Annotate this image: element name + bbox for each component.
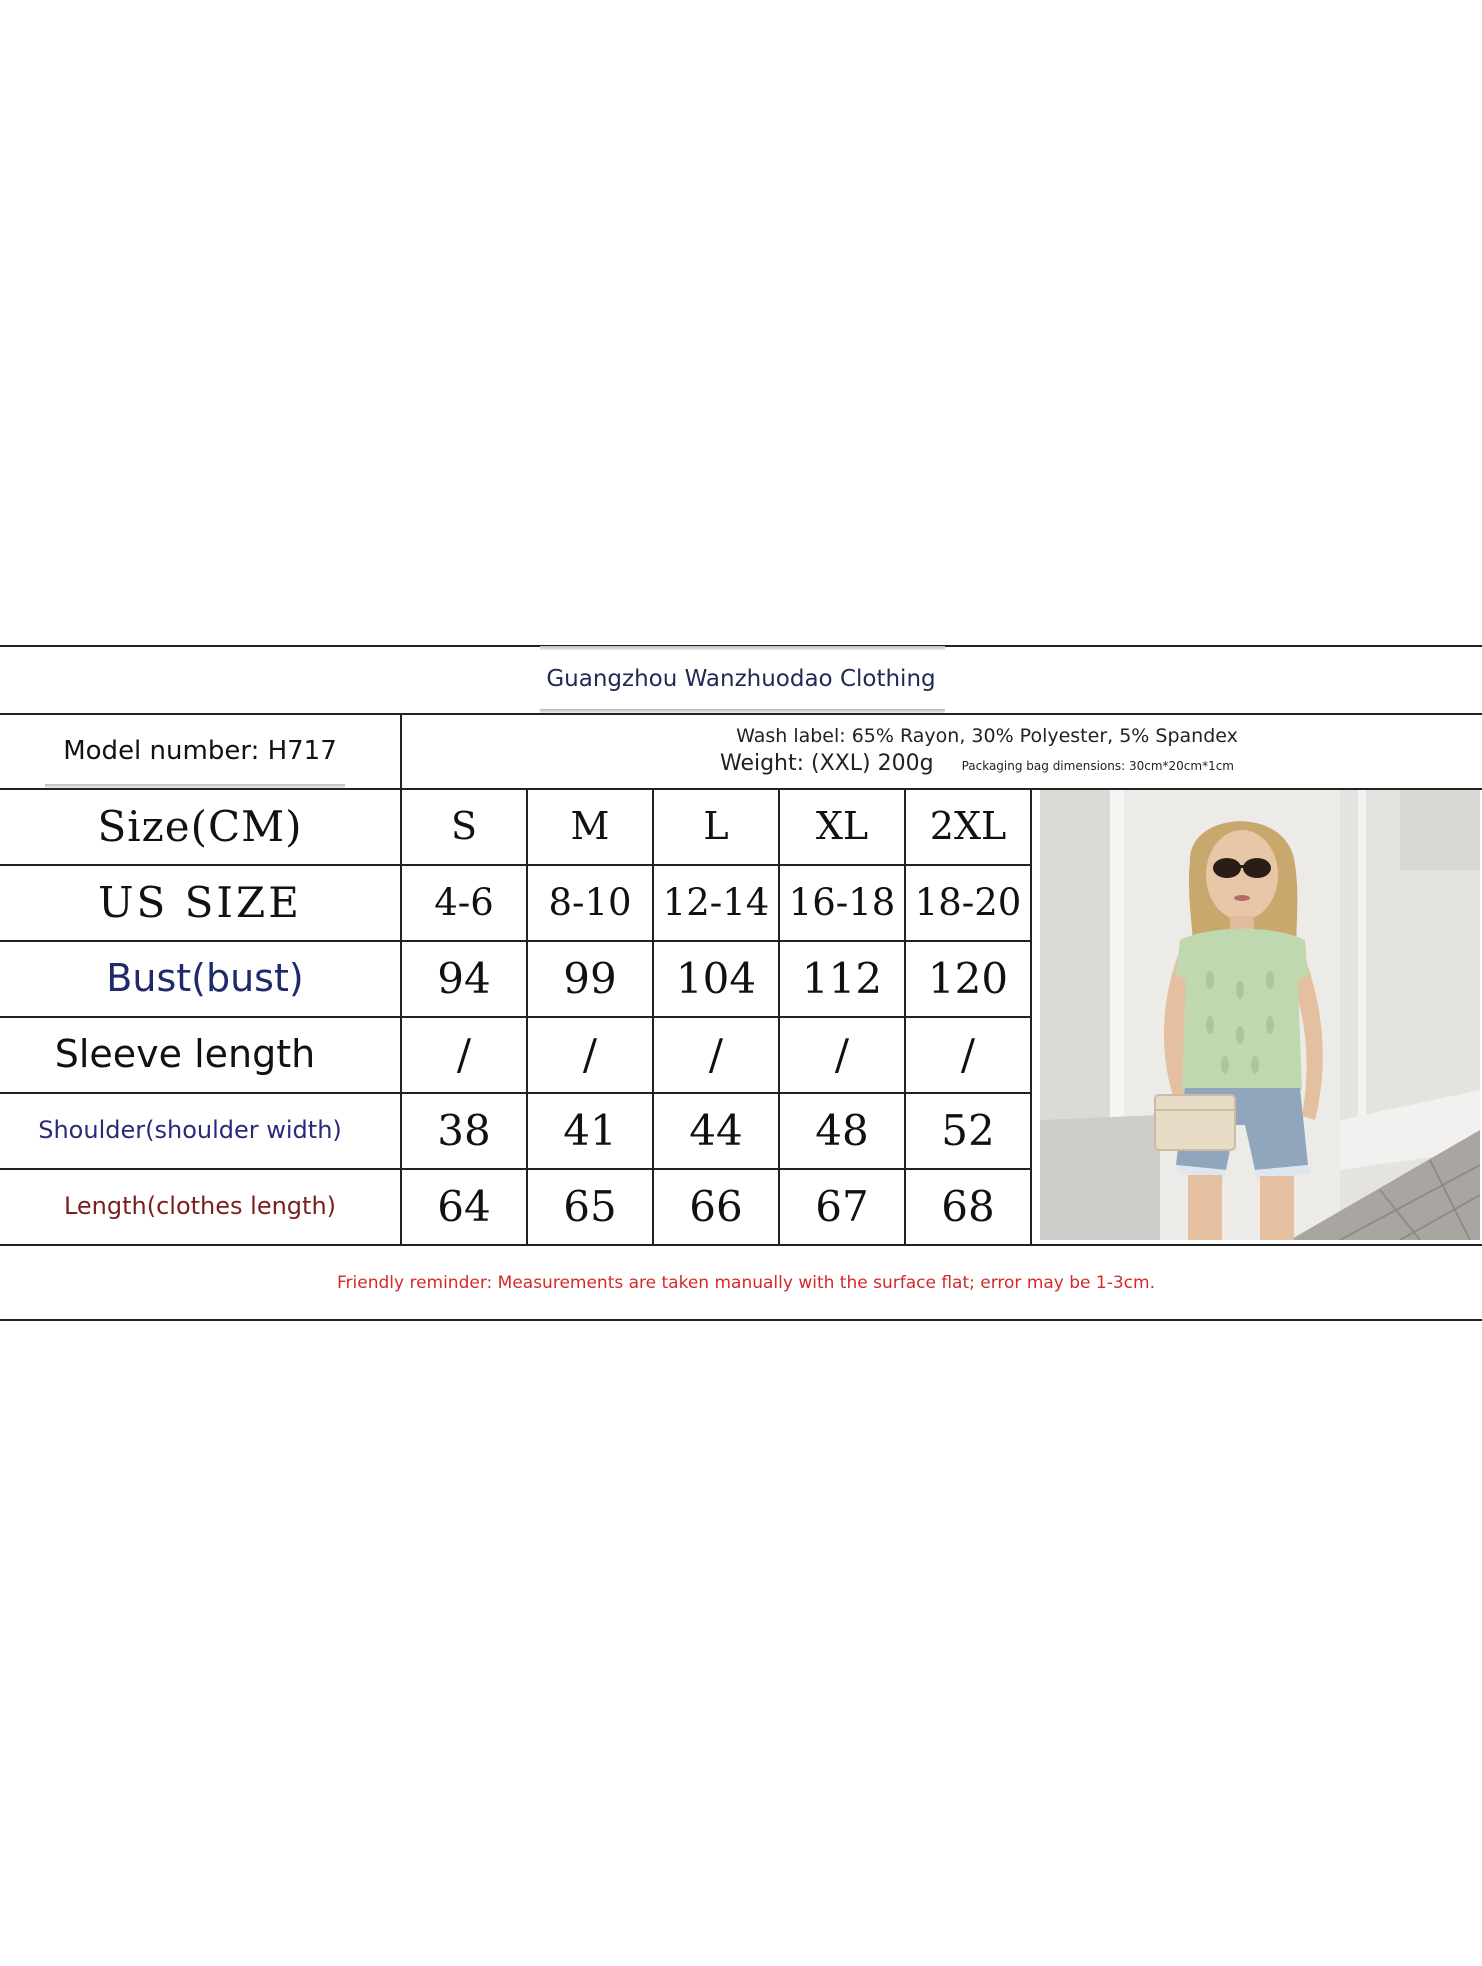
cell-shoulder-m: 41 — [563, 1105, 617, 1155]
cell-sleeve-s: / — [456, 1029, 472, 1079]
rule-col-2xl — [1030, 788, 1032, 1244]
cell-shoulder-2xl: 52 — [941, 1105, 995, 1155]
row-label-bust: Bust(bust) — [106, 956, 304, 1000]
row-label-shoulder: Shoulder(shoulder width) — [38, 1116, 342, 1144]
cell-length-l: 66 — [689, 1181, 743, 1231]
weight-line — [720, 751, 1234, 776]
cell-us-2xl: 18-20 — [914, 880, 1022, 924]
model-number: Model number: H717 — [63, 735, 337, 766]
row-label-size: Size(CM) — [97, 801, 303, 851]
cell-bust-2xl: 120 — [927, 953, 1009, 1003]
cell-sleeve-xl: / — [834, 1029, 850, 1079]
product-photo — [1040, 790, 1480, 1240]
cell-size-m: M — [570, 804, 610, 848]
row-label-us-size: US SIZE — [98, 877, 302, 927]
cell-sleeve-2xl: / — [960, 1029, 976, 1079]
cell-bust-s: 94 — [437, 953, 491, 1003]
cell-us-m: 8-10 — [548, 880, 632, 924]
cell-bust-xl: 112 — [801, 953, 883, 1003]
cell-shoulder-s: 38 — [437, 1105, 491, 1155]
cell-length-xl: 67 — [815, 1181, 869, 1231]
row-label-length: Length(clothes length) — [63, 1192, 337, 1220]
cell-shoulder-xl: 48 — [815, 1105, 869, 1155]
friendly-reminder: Friendly reminder: Measurements are taken manually with the surface flat; error may be 1-3cm. — [336, 1272, 1155, 1293]
rule-bottom — [0, 1319, 1482, 1321]
cell-sleeve-m: / — [582, 1029, 598, 1079]
size-chart — [0, 645, 1482, 1321]
cell-us-xl: 16-18 — [788, 880, 896, 924]
product-info — [402, 713, 1482, 788]
cell-shoulder-l: 44 — [689, 1105, 743, 1155]
wash-label: Wash label: 65% Rayon, 30% Polyester, 5% Spandex — [736, 725, 1238, 747]
cell-length-2xl: 68 — [941, 1181, 995, 1231]
cell-size-s: S — [450, 804, 478, 848]
cell-bust-l: 104 — [675, 953, 757, 1003]
cell-length-m: 65 — [563, 1181, 617, 1231]
cell-size-xl: XL — [815, 804, 869, 848]
cell-us-l: 12-14 — [662, 880, 770, 924]
company-title: Guangzhou Wanzhuodao Clothing — [546, 666, 936, 692]
weight-value: Weight: (XXL) 200g — [719, 751, 934, 776]
cell-size-l: L — [703, 804, 729, 848]
cell-us-s: 4-6 — [434, 880, 494, 924]
cell-sleeve-l: / — [708, 1029, 724, 1079]
cell-size-2xl: 2XL — [929, 804, 1007, 848]
cell-bust-m: 99 — [563, 953, 617, 1003]
packaging-dimensions: Packaging bag dimensions: 30cm*20cm*1cm — [961, 759, 1234, 773]
cell-length-s: 64 — [437, 1181, 491, 1231]
row-label-sleeve: Sleeve length — [54, 1032, 316, 1076]
